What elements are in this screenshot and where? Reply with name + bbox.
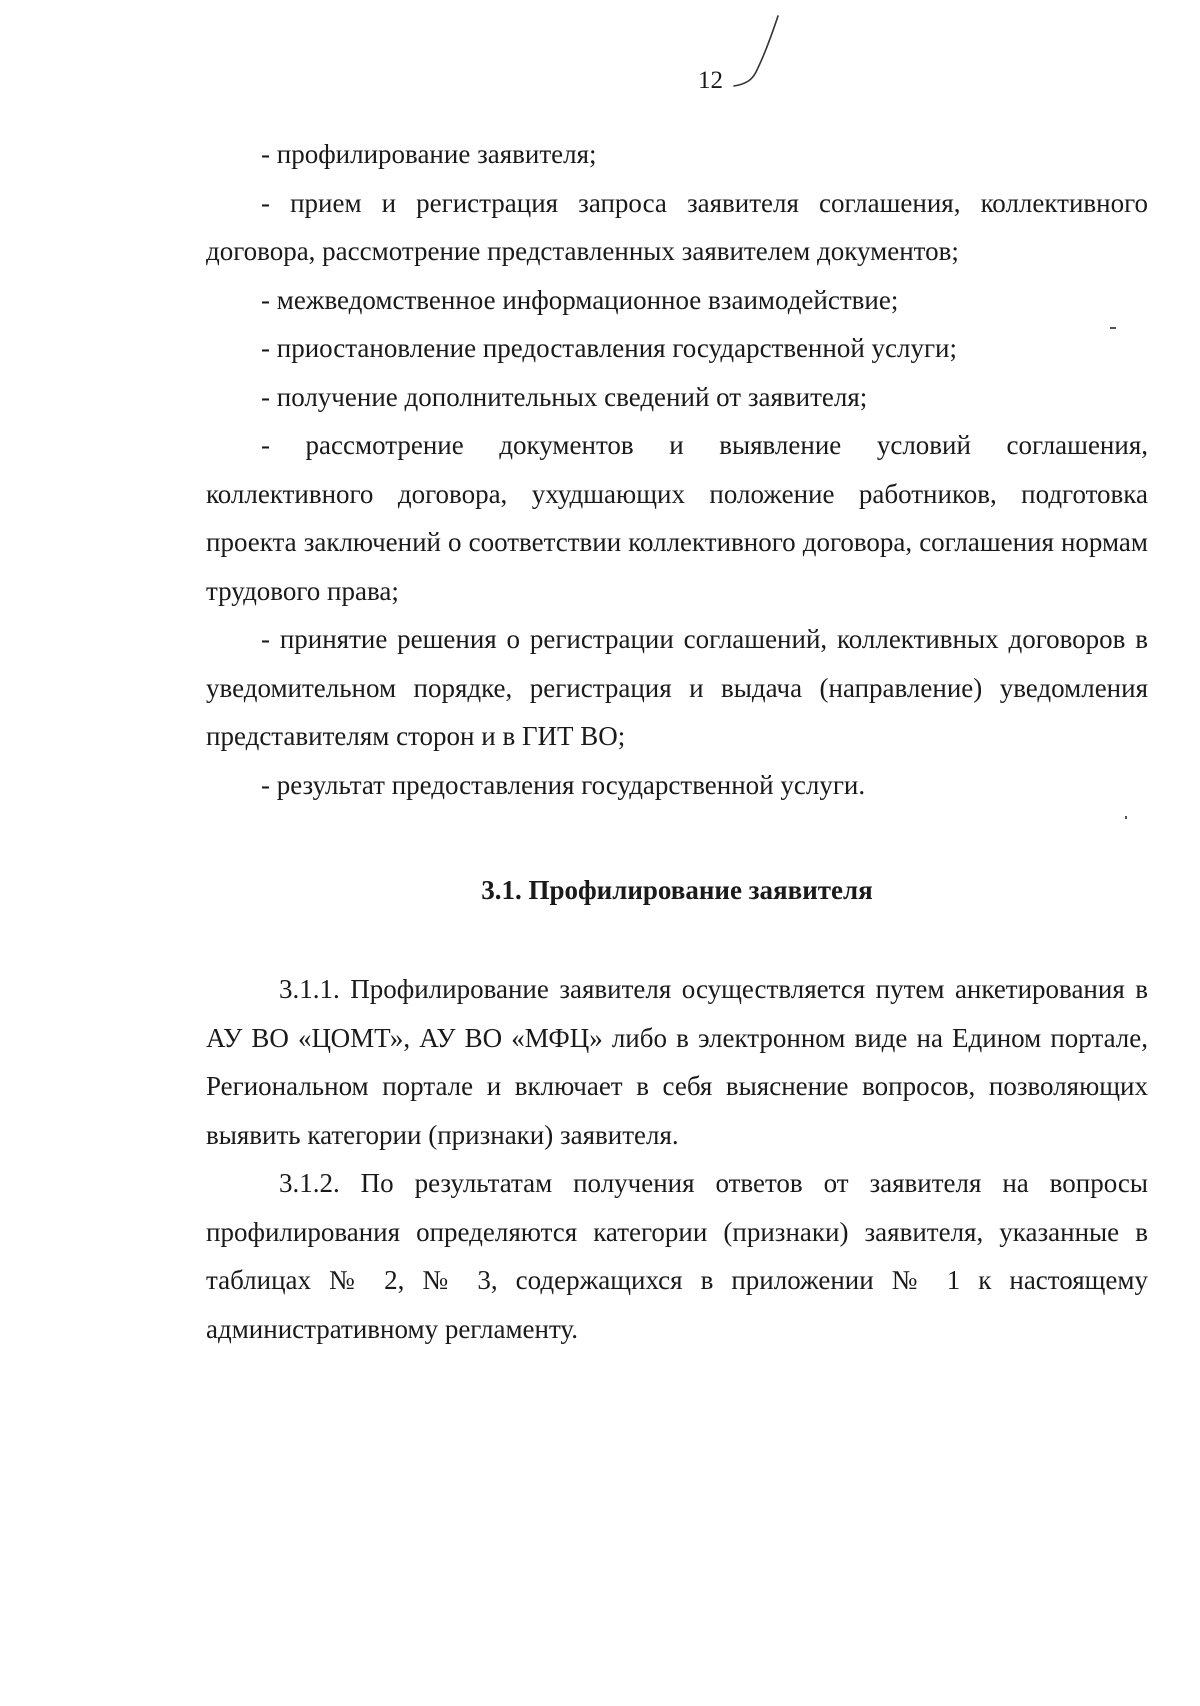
procedure-list (206, 130, 1148, 809)
scan-speck (1125, 816, 1127, 819)
section-paragraph: 3.1.1. Профилирование заявителя осуществляется путем анкетирования в АУ ВО «ЦОМТ», АУ ВО «МФЦ» либо в электронном виде на Едином портале, Региональном портале и включает в себя выяснение вопросов, позволяющих выявить категории (признаки) заявителя. (206, 974, 1148, 1150)
list-item: - результат предоставления государственной услуги. (261, 769, 866, 800)
list-item: - межведомственное информационное взаимодействие; (261, 284, 899, 315)
list-item: - принятие решения о регистрации соглашений, коллективных договоров в уведомительном порядке, регистрация и выдача (направление) уведомления представителям сторон и в ГИТ ВО; (206, 624, 1148, 751)
list-item: - рассмотрение документов и выявление условий соглашения, коллективного договора, ухудшающих положение работников, подготовка проекта заключений о соответствии коллективного договора, соглашения нормам трудового права; (206, 430, 1148, 606)
page-number: 12 (698, 67, 723, 94)
list-item: - приостановление предоставления государственной услуги; (261, 333, 958, 363)
list-item: - получение дополнительных сведений от заявителя; (261, 381, 868, 412)
list-item: - профилирование заявителя; (261, 139, 597, 169)
list-item: - прием и регистрация запроса заявителя соглашения, коллективного договора, рассмотрение представленных заявителем документов; (206, 187, 1148, 266)
section-heading: 3.1. Профилирование заявителя (481, 875, 873, 905)
section-paragraph: 3.1.2. По результатам получения ответов от заявителя на вопросы профилирования определяются категории (признаки) заявителя, указанные в таблицах № 2, № 3, содержащихся в приложении № 1 к настоящему административному регламенту. (206, 1168, 1148, 1344)
handwritten-mark-icon (726, 12, 786, 92)
scan-speck (1110, 327, 1116, 329)
section-body (206, 965, 1148, 1353)
